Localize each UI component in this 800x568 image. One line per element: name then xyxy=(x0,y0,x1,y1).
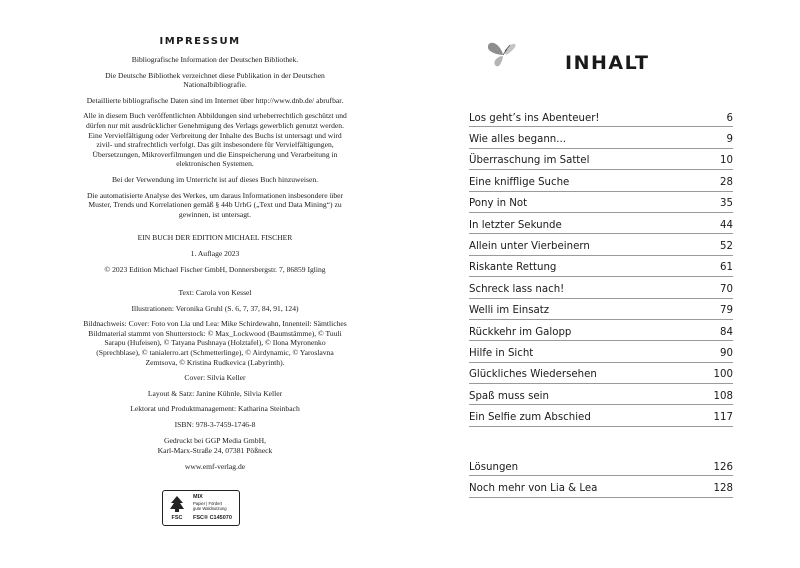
image-credits: Bildnachweis: Cover: Foto von Lia und Lea: Mike Schirdewahn, Innenteil: Sämtliches Bildmaterial stammt von Shutterstock: © Max_Lockwood (Baumstämme), © Tuuli Sarapu (Hufeisen), © Tatyana Pushnaya (Holztafel), © Ilona Myronenko (Sprechblase), © tanialerro.art (Schmetterlinge), © Airdynamic, © Yaroslavna Zemtsova, © Kristina Rudkevica (Labyrinth). xyxy=(83,319,347,367)
toc-entry[interactable] xyxy=(469,106,733,127)
toc-entry-page: 117 xyxy=(713,412,733,424)
toc-entry-title: Welli im Einsatz xyxy=(469,305,550,317)
toc-entry[interactable] xyxy=(469,299,733,320)
toc-entry-title: Allein unter Vierbeinern xyxy=(469,241,590,253)
toc-entry[interactable] xyxy=(469,341,733,362)
toc-entry[interactable] xyxy=(469,363,733,384)
publisher-copyright: © 2023 Edition Michael Fischer GmbH, Donnersbergstr. 7, 86859 Igling xyxy=(104,264,326,274)
publisher-website: www.emf-verlag.de xyxy=(184,461,246,471)
fsc-code: FSC® C145070 xyxy=(193,515,232,521)
toc-entry-page: 9 xyxy=(726,134,733,146)
toc-entry-title: Pony in Not xyxy=(469,198,528,210)
toc-entry-page: 126 xyxy=(713,461,733,473)
national-bibliography-note: Die Deutsche Bibliothek verzeichnet diese Publikation in der Deutschen Nationalbibliografie. xyxy=(105,70,325,90)
fsc-tree-icon xyxy=(167,494,187,522)
toc-entry[interactable] xyxy=(469,476,733,497)
impressum-title: IMPRESSUM xyxy=(159,36,241,47)
cover-credit: Cover: Silvia Keller xyxy=(184,373,246,383)
toc-entry-page: 28 xyxy=(720,176,733,188)
toc-entry-title: Eine knifflige Suche xyxy=(469,176,570,188)
toc-entry[interactable] xyxy=(469,277,733,298)
toc-entry[interactable] xyxy=(469,192,733,213)
toc-entry-page: 100 xyxy=(713,369,733,381)
toc-entry-title: Ein Selfie zum Abschied xyxy=(469,412,591,424)
toc-entry-title: Überraschung im Sattel xyxy=(469,155,590,167)
toc-entry[interactable] xyxy=(469,320,733,341)
toc-entry-title: Schreck lass nach! xyxy=(469,283,565,295)
impressum-body xyxy=(82,55,348,477)
toc-entry[interactable] xyxy=(469,455,733,476)
edition-line: EIN BUCH DER EDITION MICHAEL FISCHER xyxy=(137,233,293,243)
text-credit: Text: Carola von Kessel xyxy=(178,288,252,298)
toc-entry-page: 61 xyxy=(720,262,733,274)
fsc-line-1: Papier | Fördert xyxy=(193,501,223,506)
teaching-note: Bei der Verwendung im Unterricht ist auf dieses Buch hinzuweisen. xyxy=(111,174,319,184)
printer-line-1: Gedruckt bei GGP Media GmbH, xyxy=(163,435,266,445)
toc-entry[interactable] xyxy=(469,213,733,234)
isbn: ISBN: 978-3-7459-1746-8 xyxy=(174,420,256,430)
toc-entry-title: Rückkehr im Galopp xyxy=(469,326,572,338)
toc-entry-page: 44 xyxy=(720,219,733,231)
toc-entry-page: 108 xyxy=(713,390,733,402)
toc-entry[interactable] xyxy=(469,170,733,191)
inhalt-title: INHALT xyxy=(565,52,650,74)
toc-entry-title: Hilfe in Sicht xyxy=(469,347,534,359)
toc-entry-page: 128 xyxy=(713,483,733,495)
toc-entry[interactable] xyxy=(469,149,733,170)
text-data-mining-note: Die automatisierte Analyse des Werkes, um daraus Informationen insbesondere über Muster, Trends und Korrelationen gemäß § 44b UrhG („Text und Data Mining“) zu gewinnen, ist untersagt. xyxy=(86,190,344,219)
table-of-contents-extras xyxy=(469,455,733,498)
toc-entry-page: 90 xyxy=(720,347,733,359)
toc-entry-page: 79 xyxy=(720,305,733,317)
toc-entry-title: Los geht’s ins Abenteuer! xyxy=(469,112,600,124)
toc-entry[interactable] xyxy=(469,384,733,405)
toc-entry-title: Glückliches Wiedersehen xyxy=(469,369,597,381)
fsc-line-2: gute Waldnutzung xyxy=(193,506,227,511)
toc-entry[interactable] xyxy=(469,127,733,148)
illustration-credit: Illustrationen: Veronika Gruhl (S. 6, 7, 37, 84, 91, 124) xyxy=(131,303,299,313)
toc-entry-title: Wie alles begann... xyxy=(469,134,566,146)
edition-year: 1. Auflage 2023 xyxy=(190,248,240,258)
toc-entry-title: In letzter Sekunde xyxy=(469,219,562,231)
table-of-contents xyxy=(469,106,733,427)
toc-entry-title: Noch mehr von Lia & Lea xyxy=(469,483,598,495)
editorial-credit: Lektorat und Produktmanagement: Katharina Steinbach xyxy=(130,404,300,414)
toc-entry-title: Spaß muss sein xyxy=(469,390,549,402)
toc-entry-page: 6 xyxy=(726,112,733,124)
toc-entry-title: Lösungen xyxy=(469,461,519,473)
butterfly-icon xyxy=(486,38,522,70)
toc-entry[interactable] xyxy=(469,256,733,277)
toc-entry-page: 10 xyxy=(720,155,733,167)
toc-entry[interactable] xyxy=(469,405,733,426)
bibliographic-info: Bibliografische Information der Deutschen Bibliothek. xyxy=(131,55,299,64)
printer-line-2: Karl-Marx-Straße 24, 07381 Pößneck xyxy=(157,446,273,456)
fsc-logo-text: FSC xyxy=(171,515,183,521)
dnb-link-note: Detaillierte bibliografische Daten sind im Internet über http://www.dnb.de/ abrufbar. xyxy=(86,95,344,105)
toc-entry[interactable] xyxy=(469,234,733,255)
copyright-notice: Alle in diesem Buch veröffentlichten Abbildungen sind urheberrechtlich geschützt und dürfen nur mit ausdrücklicher Genehmigung des Verlags gewerblich genutzt werden. Eine Vervielfältigung oder Verbreitung der Inhalte des Buchs ist untersagt und wird zivil- und strafrechtlich verfolgt. Das gilt insbesondere für Vervielfältigungen, Übersetzungen, Mikroverfilmungen und die Einspeicherung und Verarbeitung in elektronischen Systemen. xyxy=(83,111,347,169)
toc-entry-page: 84 xyxy=(720,326,733,338)
fsc-mix: MIX xyxy=(193,494,203,500)
fsc-description xyxy=(193,501,239,511)
layout-credit: Layout & Satz: Janine Kühnle, Silvia Keller xyxy=(147,388,283,398)
toc-entry-page: 35 xyxy=(720,198,733,210)
toc-entry-title: Riskante Rettung xyxy=(469,262,557,274)
toc-entry-page: 70 xyxy=(720,283,733,295)
toc-entry-page: 52 xyxy=(720,241,733,253)
fsc-label xyxy=(162,490,240,526)
